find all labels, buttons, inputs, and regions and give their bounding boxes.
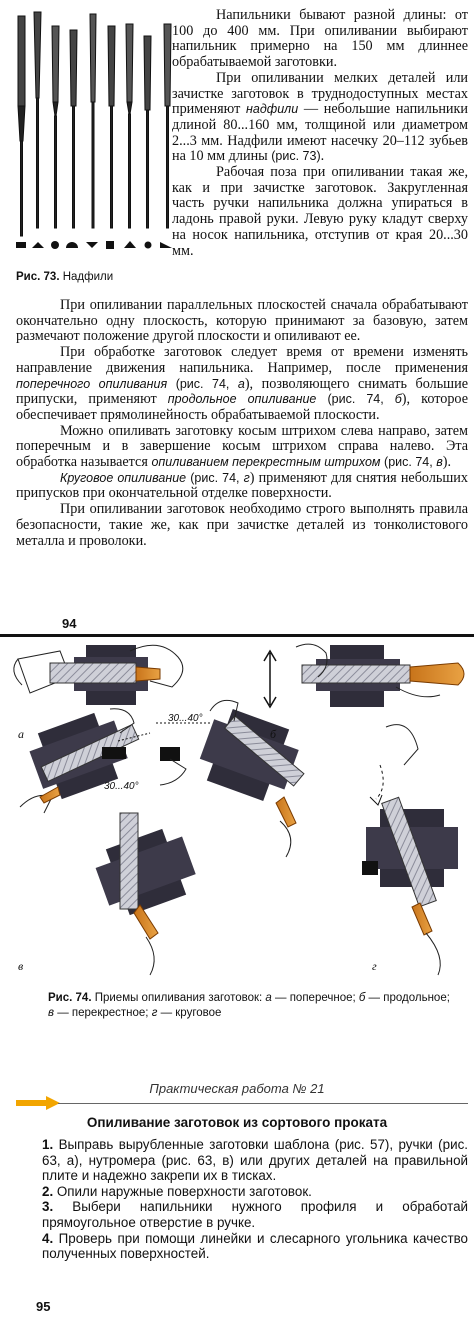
- angle-label-2: 30...40°: [168, 713, 203, 724]
- illustration-b-longitudinal-filing: [264, 644, 464, 707]
- label-b: б: [270, 727, 277, 741]
- caption-letter-b: б: [358, 992, 366, 1004]
- caption-text-v: — перекрестное;: [54, 1007, 152, 1019]
- figure-74-caption-intro: Приемы опиливания заготовок:: [91, 992, 266, 1004]
- ref-fig-74g: (рис. 74,: [190, 470, 244, 485]
- practical-step-4: [42, 1231, 468, 1262]
- filing-techniques-illustration: [0, 637, 474, 987]
- needle-files-illustration: [14, 6, 194, 266]
- ref-fig-74v-letter: в: [436, 455, 443, 470]
- caption-letter-g: г: [151, 1007, 158, 1019]
- ref-fig-73: (рис. 73): [271, 149, 321, 164]
- needle-files-text-a: При опиливании мелких деталей или зачистке заготовок в труднодоступных местах применяют: [172, 69, 468, 118]
- paragraph-working-pose: Рабочая поза при опиливании такая же, как и при зачистке заготовок. Закругленная часть ручки напильника должна упираться в ладонь правой руки. Левую руку кладут сверху на носок напильника, отступив от края 20...30 мм.: [172, 164, 468, 259]
- step-text-2: Опили наружные поверхности заготовок.: [53, 1183, 312, 1199]
- label-v: в: [18, 959, 24, 973]
- cross-hatch-text-b: ).: [442, 454, 451, 471]
- direction-text-a: При обработке заготовок следует время от времени изменять направление движения напильника. Например, после применения: [16, 344, 468, 376]
- illustration-v-cross-hatch-right: [200, 700, 304, 857]
- step-number-4: 4.: [42, 1230, 54, 1246]
- paragraph-needle-files: [172, 71, 468, 165]
- illustration-v-cross-hatch: [20, 709, 210, 975]
- practical-steps-list: [42, 1137, 468, 1262]
- needle-file-1: [18, 16, 25, 236]
- needle-file-9: [164, 24, 171, 228]
- figure-73-label: Рис. 73.: [16, 271, 60, 283]
- illustration-g-circular-filing: [362, 725, 458, 975]
- ref-fig-74a: (рис. 74,: [175, 376, 238, 391]
- practical-work-title: Практическая работа № 21: [149, 1081, 325, 1096]
- step-text-4: Проверь при помощи линейки и слесарного угольника качество полученных поверхностей.: [42, 1230, 468, 1262]
- paragraph-cross-hatch: [16, 424, 468, 471]
- practical-work-heading: Опиливание заготовок из сортового проката: [86, 1115, 388, 1130]
- term-circular-filing: Круговое опиливание: [60, 470, 187, 485]
- label-g: г: [372, 959, 377, 973]
- caption-text-a: — поперечное;: [271, 992, 359, 1004]
- step-text-3: Выбери напильники нужного профиля и обработай прямоугольное отверстие в ручке.: [42, 1199, 468, 1230]
- file-profiles: [16, 241, 172, 249]
- side-column-text: [172, 8, 468, 259]
- step-text-1: Выправь вырубленные заготовки шаблона (рис. 57), ручки (рис. 63, а), нутромера (рис. 63, в) или других деталей на правильной плите и надежно закрепи их в тисках.: [42, 1137, 468, 1184]
- paragraph-direction: [16, 345, 468, 424]
- needle-file-8: [144, 36, 151, 228]
- circular-text: ) применяют для снятия небольших припусков при окончательной отделке поверхности.: [16, 469, 468, 502]
- practical-step-1: [42, 1137, 468, 1184]
- ref-fig-74g-letter: г: [243, 470, 250, 485]
- needle-file-4: [70, 30, 77, 228]
- practical-step-2: [42, 1184, 468, 1200]
- practical-step-3: [42, 1199, 468, 1230]
- term-longitudinal-filing: продольное опиливание: [167, 392, 317, 407]
- needle-file-5: [90, 14, 96, 228]
- direction-text-b: ), позволяющего снимать большие припуски, применяют: [16, 375, 468, 408]
- direction-text-c: ), которое обеспечивает прямолинейность обрабатываемой плоскости.: [16, 391, 468, 423]
- paragraph-circular: [16, 471, 468, 502]
- figure-74-label: Рис. 74.: [48, 992, 92, 1004]
- practical-divider-line: [58, 1103, 468, 1104]
- full-width-text: [16, 298, 468, 549]
- needle-file-3: [52, 26, 59, 228]
- needle-files-text-tail: .: [320, 148, 325, 165]
- angle-label-1: 30...40°: [104, 781, 139, 792]
- step-number-1: 1.: [42, 1137, 54, 1152]
- page-95: [0, 637, 474, 1324]
- caption-text-b: — продольное;: [365, 992, 450, 1004]
- caption-letter-v: в: [48, 1007, 55, 1019]
- step-number-3: 3.: [42, 1199, 54, 1215]
- label-a: а: [18, 727, 24, 741]
- figure-73-needle-files: [14, 6, 194, 296]
- figure-74-filing-techniques: [0, 637, 474, 1027]
- page-94: [0, 0, 474, 636]
- paragraph-file-length: Напильники бывают разной длины: от 100 до 400 мм. При опиливании выбирают напильник примерно на 150 мм длиннее обрабатываемой заготовки.: [172, 7, 468, 71]
- page-number-95: 95: [36, 1299, 51, 1314]
- figure-73-caption: [16, 271, 113, 283]
- illustration-a-cross-filing: [14, 645, 183, 705]
- ref-fig-74b: (рис. 74,: [327, 392, 395, 407]
- figure-73-caption-text: Надфили: [62, 271, 114, 283]
- term-nadfili: надфили: [246, 102, 299, 117]
- term-cross-hatch: опиливанием перекрестным штрихом: [151, 455, 381, 470]
- needle-files-text-b: — небольшие напильники длиной 80...160 мм, толщиной или диаметром 2...3 мм. Надфили имеют насечку 20–112 зубьев на 10 мм длины: [172, 101, 468, 165]
- needle-file-7: [126, 24, 133, 228]
- paragraph-safety: При опиливании заготовок необходимо строго выполнять правила безопасности, такие же, как при зачистке деталей из тонколистового металла и проволоки.: [16, 501, 468, 549]
- needle-file-2: [34, 12, 41, 228]
- ref-fig-74a-letter: а: [237, 376, 245, 391]
- caption-letter-a: а: [265, 992, 272, 1004]
- page-number-94: 94: [62, 616, 77, 631]
- cross-hatch-text-a: Можно опиливать заготовку косым штрихом слева направо, затем поперечным и в завершение косым штрихом справа налево. Эта обработка называется: [16, 422, 468, 471]
- practical-arrow-icon: [16, 1096, 60, 1110]
- caption-text-g: — круговое: [157, 1007, 222, 1019]
- ref-fig-74v: (рис. 74,: [384, 455, 437, 470]
- needle-file-6: [108, 26, 115, 228]
- ref-fig-74b-letter: б: [394, 392, 402, 407]
- paragraph-parallel-planes: При опиливании параллельных плоскостей сначала обрабатывают окончательно одну плоскость, которую принимают за базовую, затем размечают положение другой плоскости и опиливают ее.: [16, 297, 468, 345]
- figure-74-caption: [48, 991, 468, 1021]
- step-number-2: 2.: [42, 1183, 54, 1199]
- term-cross-filing: поперечного опиливания: [16, 376, 168, 391]
